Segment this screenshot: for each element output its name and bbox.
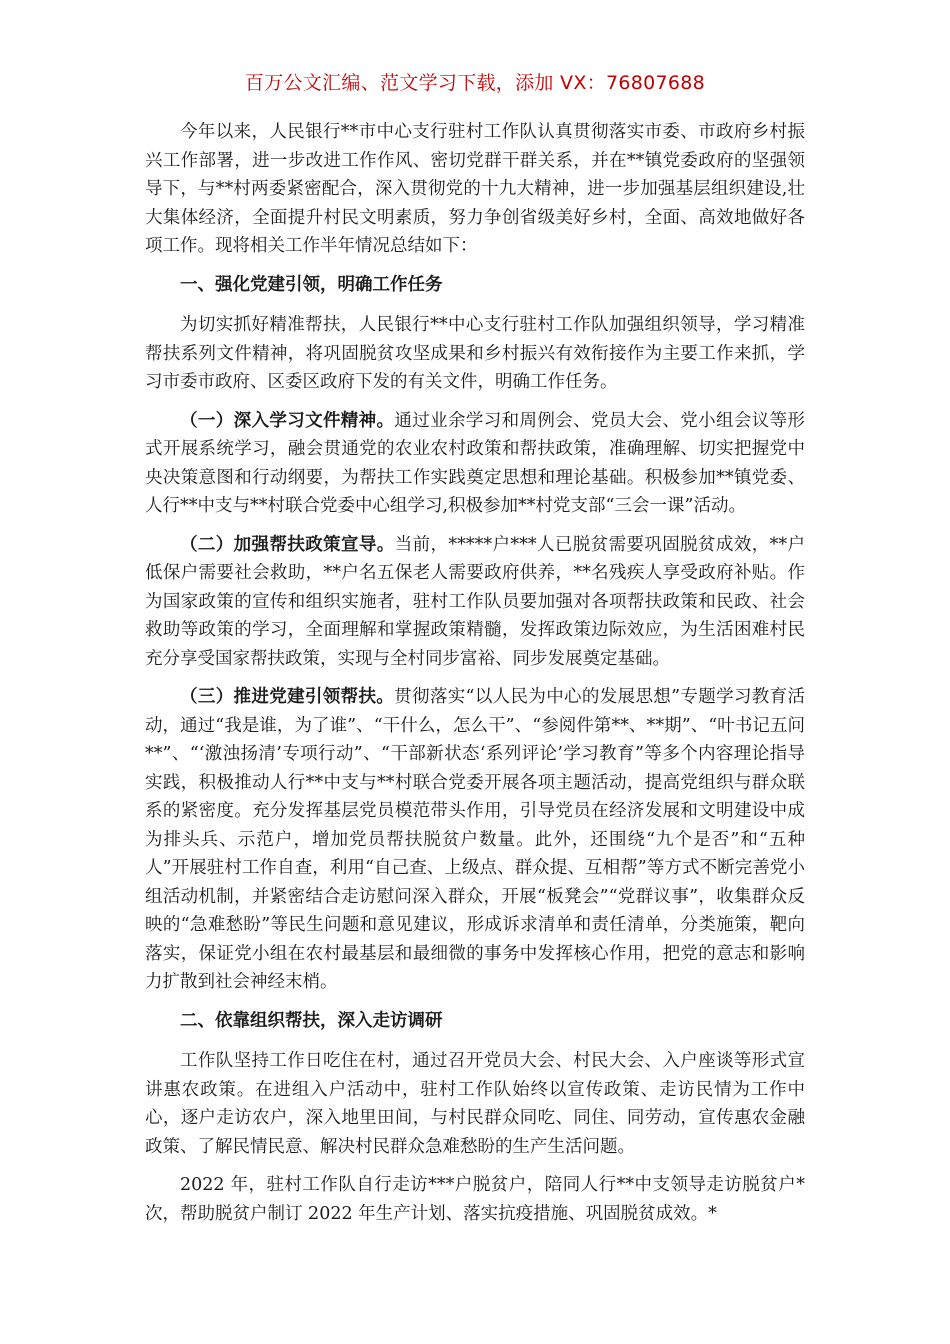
section-2-paragraph-1: 工作队坚持工作日吃住在村，通过召开党员大会、村民大会、入户座谈等形式宣讲惠农政策。在进组入户活动中，驻村工作队始终以宣传政策、走访民情为工作中心，逐户走访农户，深入地里田间，与村民群众同吃、同住、同劳动，宣传惠农金融政策、了解民情民意、解决村民群众急难愁盼的生产生活问题。 — [145, 1051, 805, 1157]
item-3-lead: （三）推进党建引领帮扶。 — [180, 687, 395, 707]
item-2-lead: （二）加强帮扶政策宣导。 — [180, 534, 395, 555]
section-1-body: 为切实抓好精准帮扶，人民银行**中心支行驻村工作队加强组织领导，学习精准帮扶系列文件精神，将巩固脱贫攻坚成果和乡村振兴有效衔接作为主要工作来抓，学习市委市政府、区委区政府下发的有关文件，明确工作任务。 — [145, 315, 805, 392]
item-3-text: 贯彻落实“以人民为中心的发展思想”专题学习教育活动，通过“我是谁，为了谁”、“干什么，怎么干”、“参阅件第**、**期”、“叶书记五问**”、“‘激浊扬清’专项行动”、“干部新状态‘系列评论’学习教育”等多个内容理论指导实践，积极推动人行**中支与**村联合党委开展各项主题活动，提高党组织与群众联系的紧密度。充分发挥基层党员模范带头作用，引导党员在经济发展和文明建设中成为排头兵、示范户，增加党员帮扶脱贫户数量。此外，还围绕“九个是否”和“五种人”开展驻村工作自查，利用“自己查、上级点、群众提、互相帮”等方式不断完善党小组活动机制，并紧密结合走访慰问深入群众，开展“板凳会”“党群议事”，收集群众反映的“急难愁盼”等民生问题和意见建议，形成诉求清单和责任清单，分类施策，靶向落实，保证党小组在农村最基层和最细微的事务中发挥核心作用，把党的意志和影响力扩散到社会神经末梢。 — [145, 687, 805, 992]
watermark-header: 百万公文汇编、范文学习下载，添加 VX：76807688 — [244, 72, 706, 94]
section-2-heading: 二、依靠组织帮扶，深入走访调研 — [180, 1010, 443, 1031]
section-1-item-3 — [145, 683, 805, 997]
section-1-heading: 一、强化党建引领，明确工作任务 — [180, 274, 443, 295]
section-1-item-1 — [145, 407, 805, 521]
document-body — [145, 118, 805, 1238]
section-2-paragraph-2: 2022 年，驻村工作队自行走访***户脱贫户，陪同人行**中支领导走访脱贫户*次，帮助脱贫户制订 2022 年生产计划、落实抗疫措施、巩固脱贫成效。* — [145, 1175, 805, 1224]
item-1-text: 通过业余学习和周例会、党员大会、党小组会议等形式开展系统学习，融会贯通党的农业农村政策和帮扶政策，准确理解、切实把握党中央决策意图和行动纲要，为帮扶工作实践奠定思想和理论基础。积极参加**镇党委、人行**中支与**村联合党委中心组学习,积极参加**村党支部“三会一课”活动。 — [145, 410, 806, 516]
section-1-item-2 — [145, 531, 805, 674]
intro-paragraph: 今年以来，人民银行**市中心支行驻村工作队认真贯彻落实市委、市政府乡村振兴工作部署，进一步改进工作作风、密切党群干群关系，并在**镇党委政府的坚强领导下，与**村两委紧密配合，深入贯彻党的十九大精神，进一步加强基层组织建设,壮大集体经济，全面提升村民文明素质，努力争创省级美好乡村，全面、高效地做好各项工作。现将相关工作半年情况总结如下： — [145, 122, 805, 256]
item-1-lead: （一）深入学习文件精神。 — [180, 410, 395, 431]
item-2-text: 当前，*****户***人已脱贫需要巩固脱贫成效，**户低保户需要社会救助，**户名五保老人需要政府供养，**名残疾人享受政府补贴。作为国家政策的宣传和组织实施者，驻村工作队员要加强对各项帮扶政策和民政、社会救助等政策的学习，全面理解和掌握政策精髓，发挥政策边际效应，为生活困难村民充分享受国家帮扶政策，实现与全村同步富裕、同步发展奠定基础。 — [145, 534, 805, 669]
